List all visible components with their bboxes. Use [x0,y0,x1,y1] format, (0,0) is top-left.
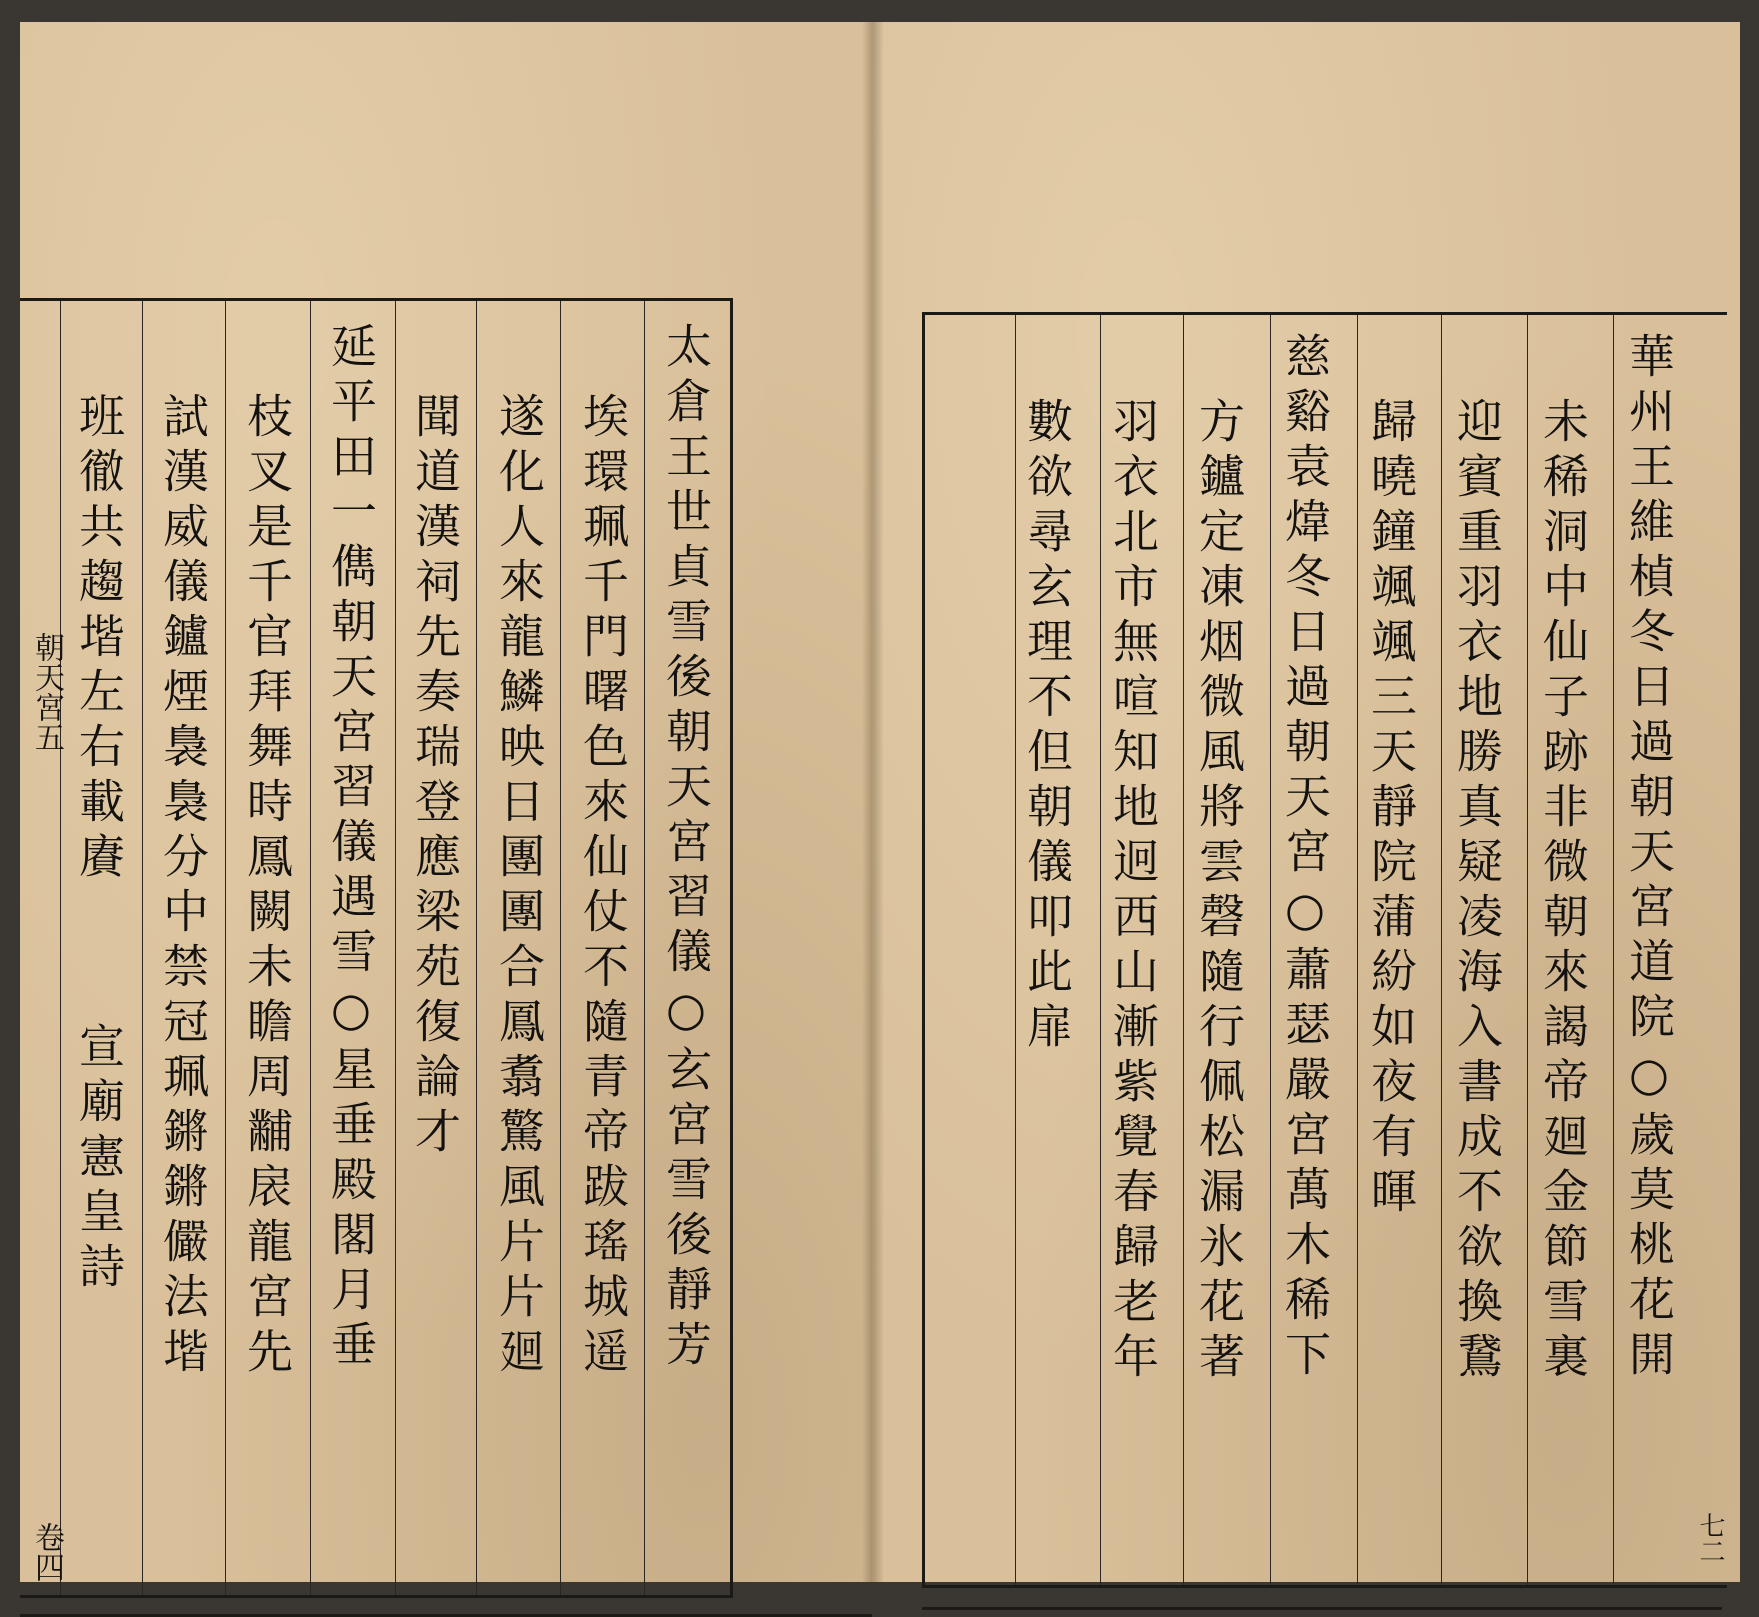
text-column: 迎賓重羽衣地勝真疑凌海入書成不欲換鵞 [1450,397,1504,1387]
column-rule [560,301,561,1595]
text-column: 埃環珮千門曙色來仙仗不隨青帝跋瑤城遥 [576,392,630,1382]
column-rule [1613,315,1614,1585]
column-rule [1357,315,1358,1585]
text-column: 羽衣北市無喧知地迥西山漸紫覺春歸老年 [1106,397,1160,1387]
column-rule [310,301,311,1595]
margin-title: 朝天宮五 [29,632,64,752]
column-rule [60,301,61,1595]
text-column: 試漢威儀鑪煙裊裊分中禁冠珮鏘鏘儼法堦 [156,392,210,1382]
column-rule [1015,315,1016,1585]
column-rule [1441,315,1442,1585]
right-page [872,22,1740,1582]
text-column: 慈谿袁煒冬日過朝天宮○蕭瑟嚴宮萬木稀下 [1278,332,1332,1385]
text-column: 歸曉鐘颯颯三天靜院蒲紛如夜有暉 [1364,397,1418,1222]
text-column: 數欲尋玄理不但朝儀叩此扉 [1020,397,1074,1057]
text-column: 方鑪定凍烟微風將雲磬隨行佩松漏氷花著 [1192,397,1246,1387]
page-number: 七二 [1695,1512,1725,1564]
text-column: 延平田一儁朝天宮習儀遇雪○星垂殿閣月垂 [324,322,378,1375]
text-column: 班徹共趨堦左右載賡 [72,392,126,887]
volume-label: 卷四 [29,1522,64,1582]
column-rule [644,301,645,1595]
column-rule [1100,315,1101,1585]
column-rule [225,301,226,1595]
column-rule [1183,315,1184,1585]
column-rule [395,301,396,1595]
column-rule [142,301,143,1595]
left-page [20,22,872,1582]
book-gutter [862,22,884,1582]
text-column: 華州王維楨冬日過朝天宮道院○歲莫桃花開 [1622,332,1676,1385]
text-column: 聞道漢祠先奏瑞登應梁苑復論才 [408,392,462,1162]
text-column: 太倉王世貞雪後朝天宮習儀○玄宮雪後靜芳 [659,322,713,1375]
column-rule [1270,315,1271,1585]
column-rule [476,301,477,1595]
text-column: 枝叉是千官拜舞時鳳闕未瞻周黼扆龍宮先 [240,392,294,1382]
text-column: 遂化人來龍鱗映日團團合鳳翥驚風片片廻 [492,392,546,1382]
column-rule [1527,315,1528,1585]
text-column: 憲皇詩 [72,1132,126,1297]
text-column: 宣廟 [72,1022,126,1132]
text-column: 未稀洞中仙子跡非微朝來謁帝廻金節雪裏 [1536,397,1590,1387]
right-bottom-rule [922,1607,1722,1610]
